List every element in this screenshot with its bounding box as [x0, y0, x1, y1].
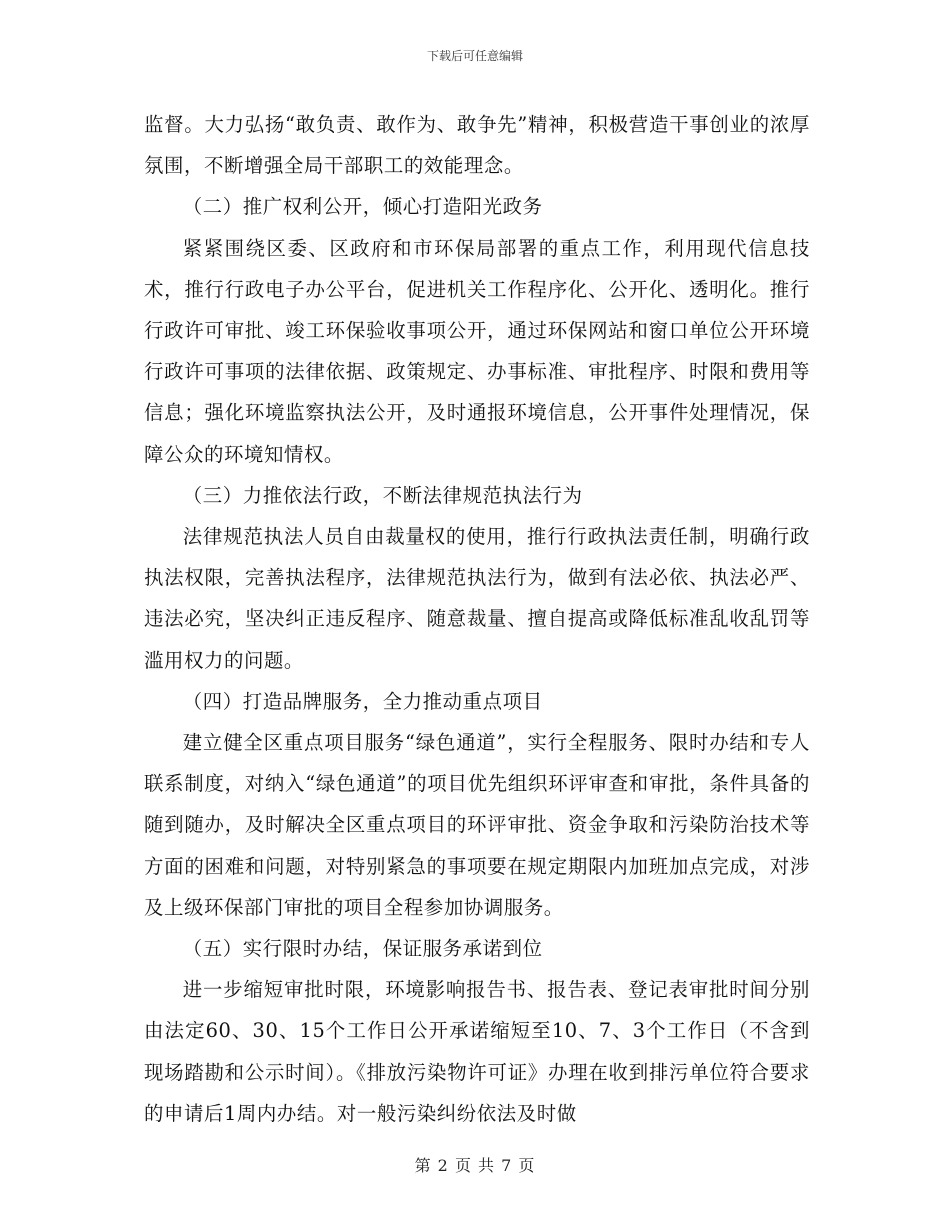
page-header: 下载后可任意编辑: [426, 49, 523, 63]
paragraph-law-enforcement: 法律规范执法人员自由裁量权的使用，推行行政执法责任制，明确行政执法权限，完善执法程序，法律规范执法行为，做到有法必依、执法必严、违法必究，坚决纠正违反程序、随意裁量、擅自提高或降低标准乱收乱罚等滥用权力的问题。: [144, 525, 810, 672]
paragraph-time-limits: 进一步缩短审批时限，环境影响报告书、报告表、登记表审批时间分别由法定60、30、15个工作日公开承诺缩短至10、7、3个工作日（不含到现场踏勘和公示时间）。《排放污染物许可证》办理在收到排污单位符合要求的申请后1周内办结。对一般污染纠纷依法及时做: [144, 978, 810, 1125]
section-heading-5: （五）实行限时办结，保证服务承诺到位: [182, 937, 543, 961]
paragraph-continuation: 监督。大力弘扬“敢负责、敢作为、敢争先”精神，积极营造干事创业的浓厚氛围，不断增强全局干部职工的效能理念。: [144, 113, 810, 178]
paragraph-green-channel: 建立健全区重点项目服务“绿色通道”，实行全程服务、限时办结和专人联系制度，对纳入“绿色通道”的项目优先组织环评审查和审批，条件具备的随到随办，及时解决全区重点项目的环评审批、资金争取和污染防治技术等方面的困难和问题，对特别紧急的事项要在规定期限内加班加点完成，对涉及上级环保部门审批的项目全程参加协调服务。: [144, 731, 810, 919]
document-body: [144, 104, 810, 1134]
section-heading-2: （二）推广权利公开，倾心打造阳光政务: [182, 195, 543, 219]
paragraph-transparency: 紧紧围绕区委、区政府和市环保局部署的重点工作，利用现代信息技术，推行行政电子办公平台，促进机关工作程序化、公开化、透明化。推行行政许可审批、竣工环保验收事项公开，通过环保网站和窗口单位公开环境行政许可事项的法律依据、政策规定、办事标准、审批程序、时限和费用等信息；强化环境监察执法公开，及时通报环境信息，公开事件处理情况，保障公众的环境知情权。: [144, 236, 810, 466]
section-heading-3: （三）力推依法行政，不断法律规范执法行为: [182, 483, 583, 507]
section-heading-4: （四）打造品牌服务，全力推动重点项目: [182, 689, 543, 713]
page-number: 第 2 页 共 7 页: [414, 1156, 536, 1175]
